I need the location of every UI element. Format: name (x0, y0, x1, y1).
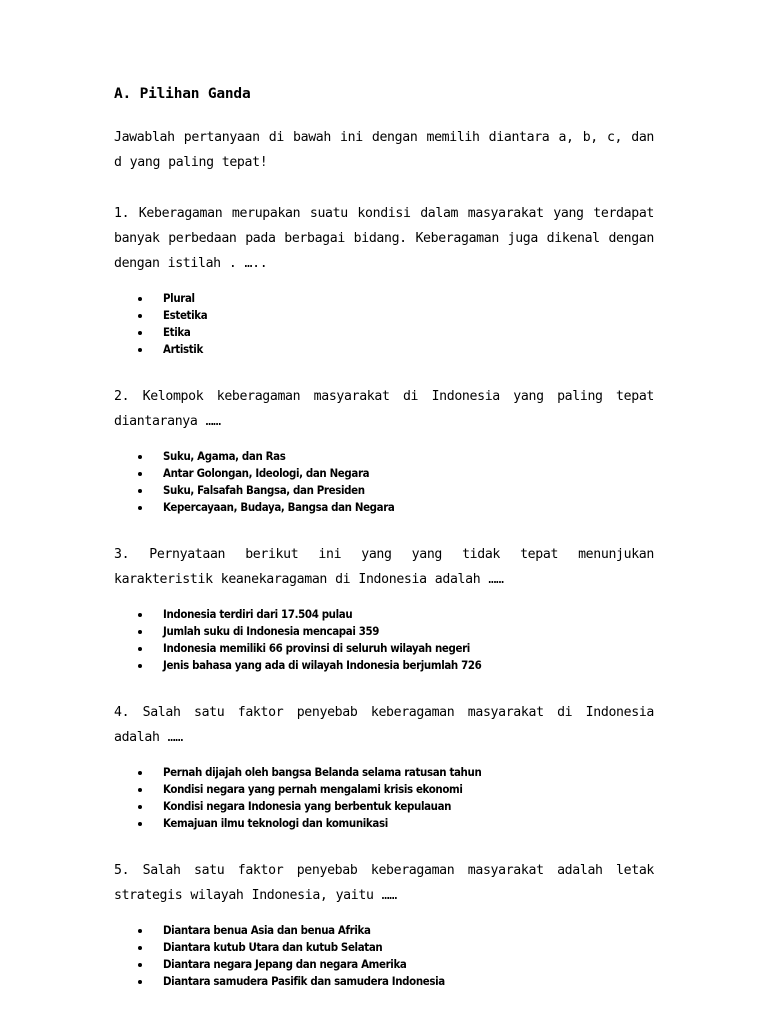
option-item[interactable] (114, 499, 654, 516)
option-label: Kepercayaan, Budaya, Bangsa dan Negara (163, 500, 395, 515)
question-block-5 (114, 858, 654, 990)
option-label: Diantara samudera Pasifik dan samudera Indonesia (163, 974, 445, 989)
option-item[interactable] (114, 290, 654, 307)
option-label: Indonesia memiliki 66 provinsi di seluruh wilayah negeri (163, 641, 470, 656)
bullet-icon (138, 348, 142, 352)
option-label: Etika (163, 325, 191, 340)
option-item[interactable] (114, 973, 654, 990)
option-label: Kemajuan ilmu teknologi dan komunikasi (163, 816, 388, 831)
bullet-icon (138, 946, 142, 950)
option-label: Jumlah suku di Indonesia mencapai 359 (163, 624, 380, 639)
option-item[interactable] (114, 606, 654, 623)
bullet-icon (138, 980, 142, 984)
question-text-4: 4. Salah satu faktor penyebab keberagaman masyarakat di Indonesia adalah …… (114, 705, 654, 746)
section-heading: A. Pilihan Ganda (114, 86, 251, 102)
bullet-icon (138, 788, 142, 792)
option-label: Artistik (163, 342, 203, 357)
bullet-icon (138, 664, 142, 668)
option-item[interactable] (114, 815, 654, 832)
option-item[interactable] (114, 341, 654, 358)
question-text-3: 3. Pernyataan berikut ini yang yang tidak tepat menunjukan karakteristik keanekaragaman di Indonesia adalah …… (114, 547, 654, 588)
bullet-icon (138, 630, 142, 634)
question-text-1: 1. Keberagaman merupakan suatu kondisi dalam masyarakat yang terdapat banyak perbedaan pada berbagai bidang. Keberagaman juga dikenal dengan dengan istilah . ….. (114, 206, 654, 272)
bullet-icon (138, 805, 142, 809)
option-list-3 (114, 606, 654, 674)
bullet-icon (138, 455, 142, 459)
option-list-5 (114, 922, 654, 990)
bullet-icon (138, 647, 142, 651)
option-label: Suku, Falsafah Bangsa, dan Presiden (163, 483, 365, 498)
bullet-icon (138, 929, 142, 933)
question-block-4 (114, 700, 654, 832)
option-label: Estetika (163, 308, 208, 323)
document-content (114, 86, 654, 990)
option-label: Pernah dijajah oleh bangsa Belanda selama ratusan tahun (163, 765, 482, 780)
option-item[interactable] (114, 640, 654, 657)
question-text-2: 2. Kelompok keberagaman masyarakat di Indonesia yang paling tepat diantaranya …… (114, 389, 654, 430)
option-list-1 (114, 290, 654, 358)
option-label: Kondisi negara Indonesia yang berbentuk kepulauan (163, 799, 452, 814)
instruction-paragraph: Jawablah pertanyaan di bawah ini dengan memilih diantara a, b, c, dan d yang paling tepat! (114, 130, 654, 171)
option-item[interactable] (114, 482, 654, 499)
option-label: Jenis bahasa yang ada di wilayah Indonesia berjumlah 726 (163, 658, 482, 673)
question-text-5: 5. Salah satu faktor penyebab keberagaman masyarakat adalah letak strategis wilayah Indonesia, yaitu …… (114, 863, 654, 904)
option-item[interactable] (114, 939, 654, 956)
question-block-2 (114, 384, 654, 516)
option-item[interactable] (114, 307, 654, 324)
option-label: Diantara kutub Utara dan kutub Selatan (163, 940, 383, 955)
bullet-icon (138, 314, 142, 318)
bullet-icon (138, 613, 142, 617)
option-label: Diantara benua Asia dan benua Afrika (163, 923, 371, 938)
option-label: Diantara negara Jepang dan negara Amerika (163, 957, 407, 972)
option-label: Indonesia terdiri dari 17.504 pulau (163, 607, 353, 622)
option-item[interactable] (114, 448, 654, 465)
bullet-icon (138, 963, 142, 967)
bullet-icon (138, 331, 142, 335)
option-item[interactable] (114, 623, 654, 640)
option-list-4 (114, 764, 654, 832)
option-item[interactable] (114, 324, 654, 341)
option-item[interactable] (114, 465, 654, 482)
option-list-2 (114, 448, 654, 516)
option-label: Antar Golongan, Ideologi, dan Negara (163, 466, 370, 481)
option-item[interactable] (114, 657, 654, 674)
bullet-icon (138, 771, 142, 775)
question-block-1 (114, 201, 654, 358)
bullet-icon (138, 297, 142, 301)
option-label: Plural (163, 291, 195, 306)
bullet-icon (138, 822, 142, 826)
option-item[interactable] (114, 781, 654, 798)
option-label: Suku, Agama, dan Ras (163, 449, 286, 464)
option-label: Kondisi negara yang pernah mengalami krisis ekonomi (163, 782, 463, 797)
option-item[interactable] (114, 798, 654, 815)
question-block-3 (114, 542, 654, 674)
bullet-icon (138, 506, 142, 510)
bullet-icon (138, 472, 142, 476)
option-item[interactable] (114, 922, 654, 939)
option-item[interactable] (114, 764, 654, 781)
bullet-icon (138, 489, 142, 493)
option-item[interactable] (114, 956, 654, 973)
